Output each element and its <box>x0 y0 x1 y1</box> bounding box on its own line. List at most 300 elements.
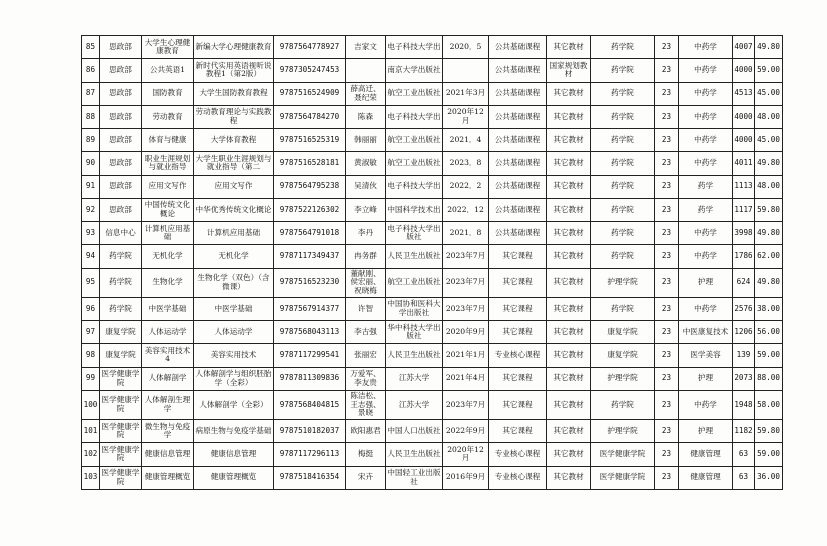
price-cell: 45.00 <box>755 129 783 152</box>
college-cell: 药学院 <box>591 245 655 268</box>
course-type-cell: 其它课程 <box>489 268 547 297</box>
department-cell: 思政部 <box>100 36 142 59</box>
course-type-cell: 公共基础课程 <box>489 105 547 128</box>
major-cell: 中药学 <box>679 297 733 320</box>
price-cell: 48.00 <box>755 105 783 128</box>
course-type-cell: 公共基础课程 <box>489 222 547 245</box>
textbook-title-cell: 大学生国防教育教程 <box>194 82 274 105</box>
major-cell: 中药学 <box>679 59 733 82</box>
college-cell: 护理学院 <box>591 420 655 443</box>
author-cell: 万爱军、李友贵 <box>346 367 386 390</box>
table-row <box>82 129 783 152</box>
major-cell: 中药学 <box>679 152 733 175</box>
price-cell: 58.00 <box>755 390 783 419</box>
course-type-cell: 其它课程 <box>489 321 547 344</box>
grade-cell: 23 <box>655 82 679 105</box>
major-cell: 护理 <box>679 268 733 297</box>
table-row <box>82 175 783 198</box>
order-count-cell: 1113 <box>733 175 755 198</box>
publisher-cell: 中国人口出版社 <box>386 420 443 443</box>
publish-date-cell: 2023年7月 <box>443 297 489 320</box>
price-cell: 49.80 <box>755 36 783 59</box>
price-cell: 59.00 <box>755 344 783 367</box>
college-cell: 药学院 <box>591 129 655 152</box>
price-cell: 62.00 <box>755 245 783 268</box>
publish-date-cell: 2022．2 <box>443 175 489 198</box>
table-row <box>82 82 783 105</box>
major-cell: 护理 <box>679 420 733 443</box>
department-cell: 康复学院 <box>100 344 142 367</box>
table-row <box>82 344 783 367</box>
author-cell: 梅挺 <box>346 443 386 466</box>
textbook-category-cell: 国家规划教材 <box>547 59 591 82</box>
course-name-cell: 无机化学 <box>142 245 194 268</box>
isbn-cell: 9787564791018 <box>274 222 346 245</box>
grade-cell: 23 <box>655 152 679 175</box>
publish-date-cell <box>443 59 489 82</box>
isbn-cell: 9787811309836 <box>274 367 346 390</box>
textbook-category-cell: 其它教材 <box>547 367 591 390</box>
textbook-category-cell: 其它教材 <box>547 390 591 419</box>
textbook-category-cell: 其它教材 <box>547 443 591 466</box>
course-name-cell: 微生物与免疫学 <box>142 420 194 443</box>
grade-cell: 23 <box>655 198 679 221</box>
table-row <box>82 36 783 59</box>
row-number-cell: 87 <box>82 82 100 105</box>
row-number-cell: 90 <box>82 152 100 175</box>
grade-cell: 23 <box>655 321 679 344</box>
department-cell: 康复学院 <box>100 321 142 344</box>
textbook-category-cell: 其它教材 <box>547 344 591 367</box>
author-cell: 许智 <box>346 297 386 320</box>
author-cell: 李丹 <box>346 222 386 245</box>
order-count-cell: 63 <box>733 466 755 489</box>
order-count-cell: 139 <box>733 344 755 367</box>
order-count-cell: 4000 <box>733 59 755 82</box>
textbook-category-cell: 其它教材 <box>547 129 591 152</box>
isbn-cell: 9787518416354 <box>274 466 346 489</box>
grade-cell: 23 <box>655 297 679 320</box>
college-cell: 药学院 <box>591 198 655 221</box>
textbook-title-cell: 劳动教育理论与实践教程 <box>194 105 274 128</box>
author-cell: 欧阳惠君 <box>346 420 386 443</box>
order-count-cell: 4000 <box>733 105 755 128</box>
course-type-cell: 专业核心课程 <box>489 443 547 466</box>
table-row <box>82 222 783 245</box>
department-cell: 医学健康学院 <box>100 466 142 489</box>
isbn-cell: 9787568043113 <box>274 321 346 344</box>
price-cell: 59.80 <box>755 198 783 221</box>
course-type-cell: 其它课程 <box>489 420 547 443</box>
textbook-table <box>81 35 783 490</box>
price-cell: 88.00 <box>755 367 783 390</box>
table-row <box>82 152 783 175</box>
department-cell: 思政部 <box>100 82 142 105</box>
grade-cell: 23 <box>655 367 679 390</box>
college-cell: 药学院 <box>591 297 655 320</box>
order-count-cell: 1117 <box>733 198 755 221</box>
major-cell: 中药学 <box>679 222 733 245</box>
publish-date-cell: 2020．5 <box>443 36 489 59</box>
isbn-cell: 9787117296113 <box>274 443 346 466</box>
textbook-category-cell: 其它教材 <box>547 321 591 344</box>
isbn-cell: 9787564778927 <box>274 36 346 59</box>
textbook-title-cell: 大学体育教程 <box>194 129 274 152</box>
order-count-cell: 624 <box>733 268 755 297</box>
price-cell: 48.00 <box>755 175 783 198</box>
major-cell: 健康管理 <box>679 466 733 489</box>
textbook-title-cell: 计算机应用基础 <box>194 222 274 245</box>
department-cell: 药学院 <box>100 297 142 320</box>
textbook-title-cell: 中华优秀传统文化概论 <box>194 198 274 221</box>
row-number-cell: 101 <box>82 420 100 443</box>
textbook-title-cell: 病原生物与免疫学基础 <box>194 420 274 443</box>
department-cell: 医学健康学院 <box>100 367 142 390</box>
department-cell: 医学健康学院 <box>100 420 142 443</box>
order-count-cell: 4513 <box>733 82 755 105</box>
grade-cell: 23 <box>655 344 679 367</box>
course-name-cell: 生物化学 <box>142 268 194 297</box>
textbook-title-cell: 人体解剖学（全彩） <box>194 390 274 419</box>
textbook-title-cell: 大学生职业生涯规划与就业指导（第二 <box>194 152 274 175</box>
grade-cell: 23 <box>655 420 679 443</box>
order-count-cell: 3998 <box>733 222 755 245</box>
order-count-cell: 1786 <box>733 245 755 268</box>
grade-cell: 23 <box>655 443 679 466</box>
major-cell: 医学美容 <box>679 344 733 367</box>
publish-date-cell: 2022．12 <box>443 198 489 221</box>
textbook-title-cell: 应用文写作 <box>194 175 274 198</box>
textbook-category-cell: 其它教材 <box>547 152 591 175</box>
author-cell: 陈森 <box>346 105 386 128</box>
publisher-cell: 电子科技大学出 <box>386 105 443 128</box>
publish-date-cell: 2023年7月 <box>443 245 489 268</box>
table-row <box>82 105 783 128</box>
author-cell: 吉家文 <box>346 36 386 59</box>
isbn-cell: 9787516524909 <box>274 82 346 105</box>
college-cell: 药学院 <box>591 222 655 245</box>
major-cell: 中药学 <box>679 245 733 268</box>
course-name-cell: 应用文写作 <box>142 175 194 198</box>
publish-date-cell: 2023．8 <box>443 152 489 175</box>
major-cell: 药学 <box>679 175 733 198</box>
isbn-cell: 9787516525319 <box>274 129 346 152</box>
order-count-cell: 4000 <box>733 129 755 152</box>
publisher-cell: 华中科技大学出版社 <box>386 321 443 344</box>
department-cell: 医学健康学院 <box>100 443 142 466</box>
textbook-title-cell: 美容实用技术 <box>194 344 274 367</box>
grade-cell: 23 <box>655 222 679 245</box>
publish-date-cell: 2021年1月 <box>443 344 489 367</box>
isbn-cell: 9787564784270 <box>274 105 346 128</box>
price-cell: 49.80 <box>755 222 783 245</box>
row-number-cell: 88 <box>82 105 100 128</box>
course-type-cell: 其它课程 <box>489 390 547 419</box>
department-cell: 药学院 <box>100 245 142 268</box>
course-name-cell: 国防教育 <box>142 82 194 105</box>
row-number-cell: 91 <box>82 175 100 198</box>
author-cell: 陈洁松、王志强、景晓 <box>346 390 386 419</box>
order-count-cell: 1182 <box>733 420 755 443</box>
price-cell: 56.00 <box>755 321 783 344</box>
publisher-cell: 航空工业出版社 <box>386 268 443 297</box>
table-row <box>82 245 783 268</box>
course-name-cell: 人体解剖生理学 <box>142 390 194 419</box>
major-cell: 健康管理 <box>679 443 733 466</box>
row-number-cell: 86 <box>82 59 100 82</box>
row-number-cell: 98 <box>82 344 100 367</box>
textbook-category-cell: 其它教材 <box>547 82 591 105</box>
course-type-cell: 专业核心课程 <box>489 344 547 367</box>
textbook-title-cell: 健康管理概览 <box>194 466 274 489</box>
price-cell: 59.80 <box>755 420 783 443</box>
course-name-cell: 美容实用技术4 <box>142 344 194 367</box>
course-type-cell: 公共基础课程 <box>489 129 547 152</box>
publish-date-cell: 2020年9月 <box>443 321 489 344</box>
grade-cell: 23 <box>655 36 679 59</box>
textbook-category-cell: 其它教材 <box>547 466 591 489</box>
course-name-cell: 劳动教育 <box>142 105 194 128</box>
publish-date-cell: 2021年3月 <box>443 82 489 105</box>
course-type-cell: 其它课程 <box>489 297 547 320</box>
isbn-cell: 9787568404815 <box>274 390 346 419</box>
course-name-cell: 人体解剖学 <box>142 367 194 390</box>
textbook-category-cell: 其它教材 <box>547 297 591 320</box>
grade-cell: 23 <box>655 390 679 419</box>
order-count-cell: 4011 <box>733 152 755 175</box>
publisher-cell: 航空工业出版社 <box>386 152 443 175</box>
department-cell: 药学院 <box>100 268 142 297</box>
textbook-title-cell: 健康信息管理 <box>194 443 274 466</box>
row-number-cell: 94 <box>82 245 100 268</box>
price-cell: 45.00 <box>755 82 783 105</box>
author-cell: 薛高迁、聂纪荣 <box>346 82 386 105</box>
isbn-cell: 9787564795238 <box>274 175 346 198</box>
course-type-cell: 其它课程 <box>489 367 547 390</box>
college-cell: 药学院 <box>591 105 655 128</box>
publish-date-cell: 2023年7月 <box>443 390 489 419</box>
table-row <box>82 390 783 419</box>
course-name-cell: 健康管理概览 <box>142 466 194 489</box>
major-cell: 中药学 <box>679 129 733 152</box>
author-cell: 吴清伙 <box>346 175 386 198</box>
course-type-cell: 专业核心课程 <box>489 466 547 489</box>
publisher-cell: 人民卫生出版社 <box>386 344 443 367</box>
course-name-cell: 人体运动学 <box>142 321 194 344</box>
table-row <box>82 367 783 390</box>
row-number-cell: 99 <box>82 367 100 390</box>
department-cell: 思政部 <box>100 105 142 128</box>
major-cell: 药学 <box>679 198 733 221</box>
publish-date-cell: 2020年12月 <box>443 443 489 466</box>
college-cell: 医学健康学院 <box>591 443 655 466</box>
row-number-cell: 103 <box>82 466 100 489</box>
order-count-cell: 4007 <box>733 36 755 59</box>
table-row <box>82 466 783 489</box>
course-name-cell: 大学生心理健康教育 <box>142 36 194 59</box>
table-row <box>82 297 783 320</box>
publish-date-cell: 2021．8 <box>443 222 489 245</box>
row-number-cell: 92 <box>82 198 100 221</box>
course-name-cell: 健康信息管理 <box>142 443 194 466</box>
publisher-cell: 航空工业出版社 <box>386 129 443 152</box>
isbn-cell: 9787522126302 <box>274 198 346 221</box>
publisher-cell: 电子科技大学出版社 <box>386 222 443 245</box>
publisher-cell: 航空工业出版社 <box>386 82 443 105</box>
order-count-cell: 2576 <box>733 297 755 320</box>
major-cell: 中药学 <box>679 36 733 59</box>
course-type-cell: 公共基础课程 <box>489 198 547 221</box>
publisher-cell: 电子科技大学出 <box>386 36 443 59</box>
textbook-title-cell: 新时代实用英语视听说教程1（第2版） <box>194 59 274 82</box>
textbook-category-cell: 其它教材 <box>547 105 591 128</box>
course-type-cell: 公共基础课程 <box>489 59 547 82</box>
table-row <box>82 198 783 221</box>
publisher-cell: 中国轻工业出版社 <box>386 466 443 489</box>
textbook-category-cell: 其它教材 <box>547 222 591 245</box>
author-cell: 张丽宏 <box>346 344 386 367</box>
isbn-cell: 9787117299541 <box>274 344 346 367</box>
college-cell: 药学院 <box>591 82 655 105</box>
isbn-cell: 9787117349437 <box>274 245 346 268</box>
course-type-cell: 其它课程 <box>489 245 547 268</box>
author-cell: 冉务群 <box>346 245 386 268</box>
author-cell <box>346 59 386 82</box>
order-count-cell: 1206 <box>733 321 755 344</box>
isbn-cell: 9787510182037 <box>274 420 346 443</box>
grade-cell: 23 <box>655 129 679 152</box>
major-cell: 中药学 <box>679 105 733 128</box>
author-cell: 李古强 <box>346 321 386 344</box>
grade-cell: 23 <box>655 268 679 297</box>
course-type-cell: 公共基础课程 <box>489 82 547 105</box>
order-count-cell: 63 <box>733 443 755 466</box>
publisher-cell: 中国科学技术出 <box>386 198 443 221</box>
course-name-cell: 职业生涯规划与就业指导 <box>142 152 194 175</box>
order-count-cell: 2073 <box>733 367 755 390</box>
publisher-cell: 人民卫生出版社 <box>386 443 443 466</box>
college-cell: 药学院 <box>591 152 655 175</box>
college-cell: 康复学院 <box>591 321 655 344</box>
publisher-cell: 江苏大学 <box>386 390 443 419</box>
grade-cell: 23 <box>655 105 679 128</box>
publish-date-cell: 2016年9月 <box>443 466 489 489</box>
grade-cell: 23 <box>655 175 679 198</box>
course-type-cell: 公共基础课程 <box>489 36 547 59</box>
textbook-title-cell: 人体运动学 <box>194 321 274 344</box>
price-cell: 36.00 <box>755 466 783 489</box>
textbook-title-cell: 新编大学心理健康教育 <box>194 36 274 59</box>
college-cell: 药学院 <box>591 59 655 82</box>
price-cell: 38.00 <box>755 297 783 320</box>
row-number-cell: 85 <box>82 36 100 59</box>
course-type-cell: 公共基础课程 <box>489 152 547 175</box>
textbook-title-cell: 生物化学（双色）（含微课） <box>194 268 274 297</box>
isbn-cell: 9787305247453 <box>274 59 346 82</box>
college-cell: 护理学院 <box>591 268 655 297</box>
isbn-cell: 9787516528181 <box>274 152 346 175</box>
department-cell: 思政部 <box>100 175 142 198</box>
textbook-title-cell: 中医学基础 <box>194 297 274 320</box>
isbn-cell: 9787516523230 <box>274 268 346 297</box>
grade-cell: 23 <box>655 59 679 82</box>
grade-cell: 23 <box>655 245 679 268</box>
row-number-cell: 96 <box>82 297 100 320</box>
row-number-cell: 100 <box>82 390 100 419</box>
table-row <box>82 268 783 297</box>
author-cell: 宋卉 <box>346 466 386 489</box>
row-number-cell: 102 <box>82 443 100 466</box>
publisher-cell: 电子科技大学出 <box>386 175 443 198</box>
course-name-cell: 中国传统文化概论 <box>142 198 194 221</box>
row-number-cell: 95 <box>82 268 100 297</box>
publish-date-cell: 2023年7月 <box>443 268 489 297</box>
textbook-category-cell: 其它教材 <box>547 175 591 198</box>
isbn-cell: 9787567914377 <box>274 297 346 320</box>
publish-date-cell: 2022年9月 <box>443 420 489 443</box>
price-cell: 59.00 <box>755 443 783 466</box>
price-cell: 49.80 <box>755 152 783 175</box>
publisher-cell: 中国协和医科大学出版社 <box>386 297 443 320</box>
major-cell: 中药学 <box>679 82 733 105</box>
college-cell: 药学院 <box>591 175 655 198</box>
department-cell: 信息中心 <box>100 222 142 245</box>
row-number-cell: 93 <box>82 222 100 245</box>
price-cell: 59.00 <box>755 59 783 82</box>
publisher-cell: 人民卫生出版社 <box>386 245 443 268</box>
college-cell: 康复学院 <box>591 344 655 367</box>
price-cell: 49.80 <box>755 268 783 297</box>
publish-date-cell: 2021．4 <box>443 129 489 152</box>
publish-date-cell: 2021年4月 <box>443 367 489 390</box>
department-cell: 思政部 <box>100 59 142 82</box>
textbook-category-cell: 其它教材 <box>547 268 591 297</box>
textbook-category-cell: 其它教材 <box>547 420 591 443</box>
college-cell: 药学院 <box>591 36 655 59</box>
department-cell: 思政部 <box>100 129 142 152</box>
publisher-cell: 江苏大学 <box>386 367 443 390</box>
author-cell: 韩丽丽 <box>346 129 386 152</box>
textbook-category-cell: 其它教材 <box>547 245 591 268</box>
major-cell: 中药学 <box>679 390 733 419</box>
table-row <box>82 420 783 443</box>
department-cell: 医学健康学院 <box>100 390 142 419</box>
grade-cell: 23 <box>655 466 679 489</box>
table-row <box>82 443 783 466</box>
row-number-cell: 89 <box>82 129 100 152</box>
college-cell: 药学院 <box>591 390 655 419</box>
author-cell: 黄淑敏 <box>346 152 386 175</box>
publish-date-cell: 2020年12月 <box>443 105 489 128</box>
major-cell: 护理 <box>679 367 733 390</box>
course-type-cell: 公共基础课程 <box>489 175 547 198</box>
college-cell: 护理学院 <box>591 367 655 390</box>
department-cell: 思政部 <box>100 152 142 175</box>
textbook-title-cell: 人体解剖学与组织胚胎学（全彩） <box>194 367 274 390</box>
course-name-cell: 公共英语1 <box>142 59 194 82</box>
textbook-title-cell: 无机化学 <box>194 245 274 268</box>
textbook-category-cell: 其它教材 <box>547 36 591 59</box>
publisher-cell: 南京大学出版社 <box>386 59 443 82</box>
table-row <box>82 321 783 344</box>
college-cell: 医学健康学院 <box>591 466 655 489</box>
table-row <box>82 59 783 82</box>
author-cell: 董献刚、侯宏丽、祝晓梅 <box>346 268 386 297</box>
author-cell: 李立峰 <box>346 198 386 221</box>
course-name-cell: 体育与健康 <box>142 129 194 152</box>
row-number-cell: 97 <box>82 321 100 344</box>
department-cell: 思政部 <box>100 198 142 221</box>
